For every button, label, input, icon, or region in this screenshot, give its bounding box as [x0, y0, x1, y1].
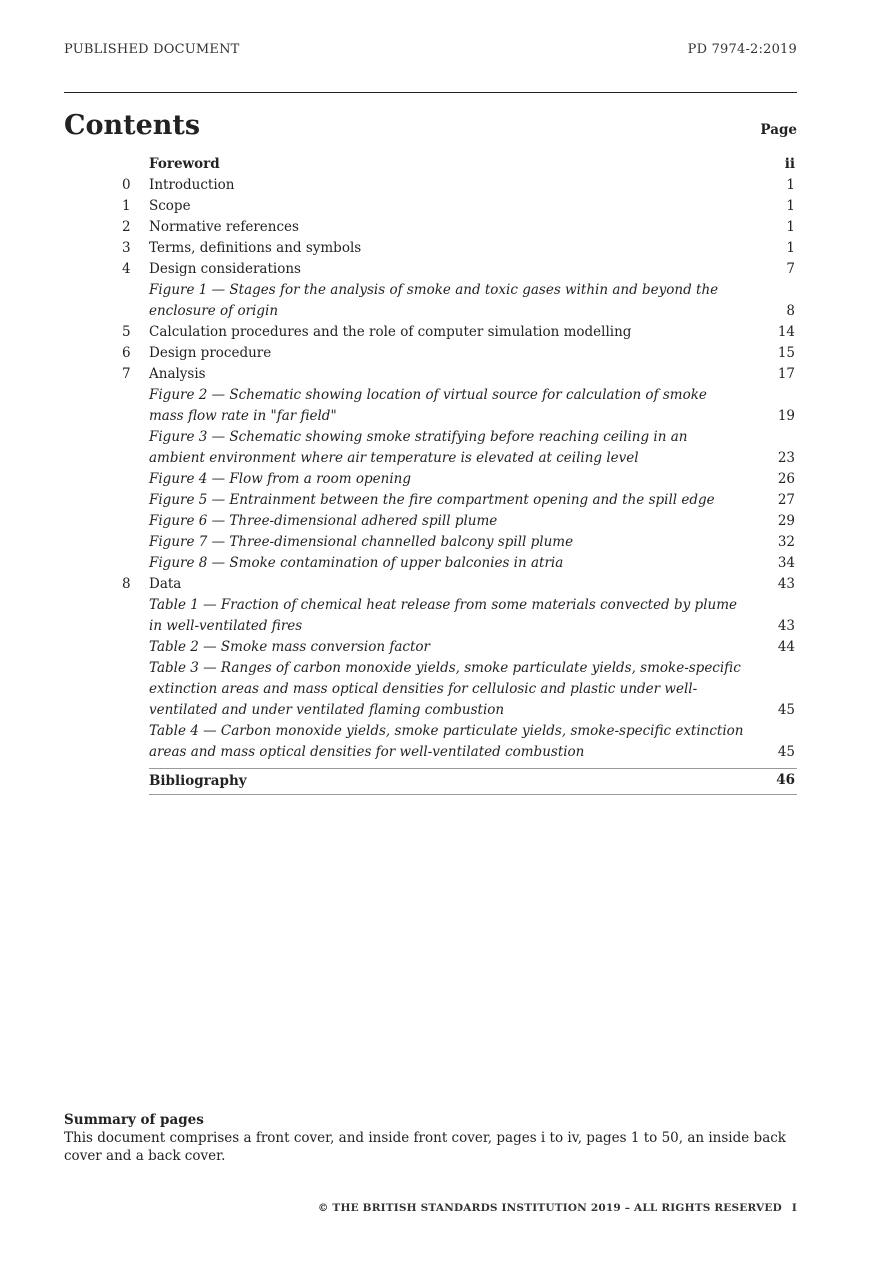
toc-entry-page: 1	[786, 177, 795, 193]
header-divider	[64, 92, 797, 93]
toc-entry-label: Analysis	[149, 366, 206, 382]
footer-page-number: I	[791, 1202, 797, 1214]
toc-entry[interactable]	[64, 259, 797, 280]
header-publication-type: PUBLISHED DOCUMENT	[64, 42, 240, 57]
footer-copyright: © THE BRITISH STANDARDS INSTITUTION 2019 – ALL RIGHTS RESERVED	[317, 1202, 782, 1214]
toc-entry-page: 8	[786, 303, 795, 319]
toc-entry-label: Table 3 — Ranges of carbon monoxide yields, smoke particulate yields, smoke-specific extinction areas and mass optical densities for cellulosic and plastic under well-ventilated and under ventilated flaming combustion	[149, 660, 741, 718]
toc-entry[interactable]	[64, 595, 797, 637]
toc-entry-page: 17	[777, 366, 795, 382]
toc-entry-label: Design procedure	[149, 345, 272, 361]
toc-entry-label: Figure 1 — Stages for the analysis of smoke and toxic gases within and beyond the enclosure of origin	[149, 282, 719, 319]
toc-entry-label: Figure 6 — Three-dimensional adhered spill plume	[149, 513, 498, 529]
toc-entry-label: Foreword	[149, 156, 220, 172]
toc-entry-number: 6	[122, 345, 131, 361]
toc-entry-label: Figure 7 — Three-dimensional channelled balcony spill plume	[149, 534, 574, 550]
toc-entry[interactable]	[64, 469, 797, 490]
toc-entry-number: 2	[122, 219, 131, 235]
toc-entry-page: 45	[777, 744, 795, 760]
toc-entry-number: 0	[122, 177, 131, 193]
toc-entry-number: 8	[122, 576, 131, 592]
toc-entry[interactable]	[64, 532, 797, 553]
toc-entry[interactable]	[64, 196, 797, 217]
toc-entry-label: Figure 5 — Entrainment between the fire compartment opening and the spill edge	[149, 492, 715, 508]
toc-entry-label: Calculation procedures and the role of computer simulation modelling	[149, 324, 632, 340]
toc-entry-number: 3	[122, 240, 131, 256]
toc-entry-page: 29	[777, 513, 795, 529]
toc-entry[interactable]	[64, 322, 797, 343]
toc-entry[interactable]	[64, 343, 797, 364]
toc-entry-page: 43	[777, 576, 795, 592]
toc-entry-page: 43	[777, 618, 795, 634]
toc-entry-page: 27	[777, 492, 795, 508]
toc-entry-number: 5	[122, 324, 131, 340]
toc-entry-number: 4	[122, 261, 131, 277]
toc-entry-number: 7	[122, 366, 131, 382]
toc-entry-page: 1	[786, 219, 795, 235]
toc-entry-page: 15	[777, 345, 795, 361]
toc-entry-label: Introduction	[149, 177, 235, 193]
page-title: Contents	[64, 110, 201, 141]
toc-entry-label: Figure 2 — Schematic showing location of virtual source for calculation of smoke mass flow rate in "far field"	[149, 387, 707, 424]
toc-entry[interactable]	[64, 721, 797, 763]
summary-title: Summary of pages	[64, 1112, 204, 1128]
toc-entry[interactable]	[64, 637, 797, 658]
toc-entry-page: 26	[777, 471, 795, 487]
toc-entry[interactable]	[64, 385, 797, 427]
footer	[318, 1202, 797, 1214]
toc-entry-label: Design considerations	[149, 261, 301, 277]
toc-entry-label: Figure 8 — Smoke contamination of upper balconies in atria	[149, 555, 564, 571]
toc-entry-label: Figure 3 — Schematic showing smoke stratifying before reaching ceiling in an ambient environment where air temperature is elevated at ceiling level	[149, 429, 688, 466]
toc-entry-label: Figure 4 — Flow from a room opening	[149, 471, 412, 487]
toc-entry-label: Terms, definitions and symbols	[149, 240, 362, 256]
toc-entry-label: Data	[149, 576, 182, 592]
toc-entry[interactable]	[64, 574, 797, 595]
table-of-contents	[64, 154, 797, 795]
toc-entry[interactable]	[64, 280, 797, 322]
toc-entry[interactable]	[64, 364, 797, 385]
toc-entry-label: Scope	[149, 198, 191, 214]
toc-entry[interactable]	[64, 658, 797, 721]
summary-of-pages	[64, 1111, 804, 1165]
toc-entry[interactable]	[64, 154, 797, 175]
page-column-label: Page	[760, 122, 797, 138]
toc-entry-label: Bibliography	[149, 773, 247, 789]
summary-body: This document comprises a front cover, and inside front cover, pages i to iv, pages 1 to 50, an inside back cover and a back cover.	[64, 1130, 786, 1164]
toc-entry[interactable]	[64, 427, 797, 469]
toc-entry-label: Table 2 — Smoke mass conversion factor	[149, 639, 430, 655]
toc-entry-page: 46	[776, 772, 795, 788]
toc-entry-page: 1	[786, 198, 795, 214]
toc-entry-page: 7	[786, 261, 795, 277]
toc-entry-number: 1	[122, 198, 131, 214]
toc-entry[interactable]	[64, 490, 797, 511]
toc-entry-page: 23	[777, 450, 795, 466]
toc-entry-page: 19	[777, 408, 795, 424]
toc-entry-label: Normative references	[149, 219, 299, 235]
toc-entry-page: 14	[777, 324, 795, 340]
toc-entry-page: 45	[777, 702, 795, 718]
header-document-number: PD 7974-2:2019	[687, 42, 797, 57]
toc-entry-page: ii	[784, 156, 795, 172]
toc-entry[interactable]	[64, 175, 797, 196]
toc-entry[interactable]	[64, 511, 797, 532]
toc-entry[interactable]	[64, 238, 797, 259]
toc-entry-label: Table 1 — Fraction of chemical heat release from some materials convected by plume in well-ventilated fires	[149, 597, 737, 634]
toc-entry-page: 34	[777, 555, 795, 571]
toc-entry-page: 44	[777, 639, 795, 655]
toc-entry-page: 1	[786, 240, 795, 256]
toc-entry-bibliography[interactable]	[149, 768, 797, 795]
toc-entry[interactable]	[64, 553, 797, 574]
toc-entry-label: Table 4 — Carbon monoxide yields, smoke particulate yields, smoke-specific extinction areas and mass optical densities for well-ventilated combustion	[149, 723, 744, 760]
toc-entry-page: 32	[777, 534, 795, 550]
toc-entry[interactable]	[64, 217, 797, 238]
